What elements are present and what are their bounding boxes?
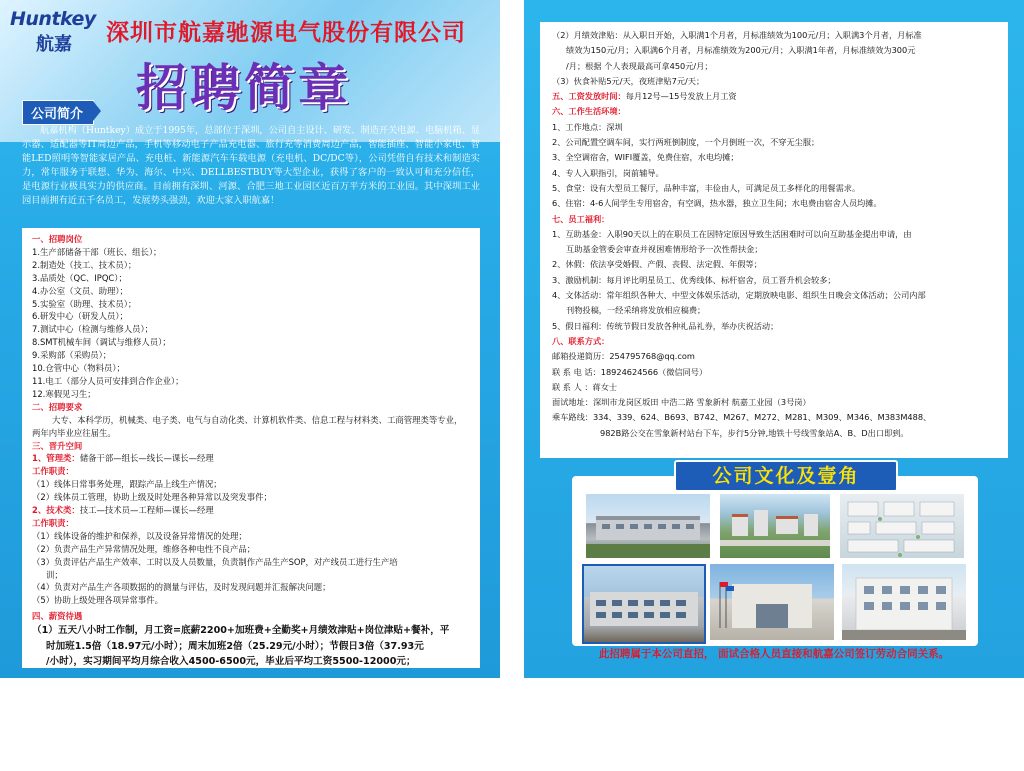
position-item: 10.仓管中心（物料员）； [32, 363, 125, 374]
duty-item: （3）负责评估产品生产效率、工时以及人员数量，负责制作产品生产SOP，对产线员工进行生产培 [32, 556, 398, 567]
position-item: 3.品质处（QC、IPQC）； [32, 272, 127, 283]
payday [552, 89, 996, 104]
company-intro [22, 124, 480, 208]
position-item: 12.寒假见习生； [32, 388, 96, 399]
duty-item: （1）线体日常事务处理，跟踪产品上线生产情况； [32, 479, 222, 490]
park-model-photo [840, 494, 964, 558]
company-logo-en: Huntkey [10, 8, 96, 30]
welfare-item: 5、假日福利：传统节假日发放各种礼品礼券，举办庆祝活动； [552, 320, 779, 331]
header-banner [0, 0, 500, 142]
dormitory-photo [842, 564, 966, 640]
bus-routes-cont: 982B路公交在雪象新村站台下车，步行5分钟,地铁十号线雪象站A、B、D出口即到。 [600, 427, 909, 438]
performance-line: /月；根据 个人表现最高可拿450元/月； [566, 60, 713, 71]
company-name: 深圳市航嘉驰源电气股份有限公司 [106, 19, 466, 46]
meal-subsidy: （3）伙食补贴5元/天，夜班津贴7元/天； [552, 75, 705, 86]
right-page [524, 0, 1024, 678]
contact-person: 联 系 人 ：蒋女士 [552, 381, 618, 392]
benefits-info-box [540, 22, 1008, 458]
plant-photo [582, 564, 706, 644]
environment-item: 3、全空调宿舍，WIFI覆盖，免费住宿，水电均摊； [552, 152, 739, 163]
environment-item: 4、专人入职指引，岗前辅导。 [552, 167, 664, 178]
environment-item: 5、食堂：设有大型员工餐厅，品种丰富，丰俭由人，可满足员工多样化的用餐需求。 [552, 182, 861, 193]
plant-building-icon [584, 566, 704, 642]
interview-address: 面试地址：深圳市龙岗区坂田 中浩二路 雪象新村 航嘉工业园（3号岗） [552, 397, 811, 408]
contact-title: 八、联系方式： [552, 335, 610, 346]
duty-item: （2）负责产品生产异常情况处理，维修各种电性不良产品； [32, 543, 256, 554]
promotion-title: 三、晋升空间 [32, 440, 83, 451]
environment-item: 2、公司配置空调车间，实行两班倒制度，一个月倒班一次，不穿无尘服； [552, 137, 820, 148]
campus-aerial-photo [720, 494, 830, 558]
duty-item: （5）协助上级处理各项异常事件。 [32, 595, 163, 606]
requirements-text: 大专、本科学历，机械类、电子类、电气与自动化类、计算机软件类、信息工程与材料类、工商管理类等专业，两年内毕业应往届生。 [32, 414, 463, 438]
environment-item: 6、住宿：4-6人间学生专用宿舍，有空调，热水器，独立卫生间；水电费由宿舍人员均摊。 [552, 198, 882, 209]
welfare-item: 4、文体活动：常年组织各种大、中型文体娱乐活动，定期放映电影、组织生日晚会文体活动；公司内部 [552, 290, 926, 301]
contact-email: 邮箱投递简历：254795768@qq.com [552, 351, 695, 362]
page-title: 招聘简章 [136, 59, 352, 117]
position-item: 7.测试中心（检测与维修人员）； [32, 324, 154, 335]
salary-line: /小时），实习期间平均月综合收入4500-6500元，毕业后平均工资5500-12000元； [46, 656, 416, 668]
management-track [32, 452, 470, 465]
position-item: 9.采购部（采购员）； [32, 350, 112, 361]
headquarters-photo [710, 564, 834, 640]
building-icon [586, 494, 710, 558]
position-item: 4.办公室（文员、助理）； [32, 285, 128, 296]
position-item: 5.实验室（助理、技术员）； [32, 298, 137, 309]
footer-note: 此招聘属于本公司直招， 面试合格人员直接和航嘉公司签订劳动合同关系。 [598, 648, 950, 660]
position-item: 11.电工（部分人员可安排到合作企业）； [32, 375, 184, 386]
welfare-item: 1、互助基金：入职90天以上的在职员工在因特定原因导致生活困难时可以向互助基金提出申请，由 [552, 228, 912, 239]
salary-title: 四、薪资待遇 [32, 611, 83, 622]
payday-label: 五、工资发放时间： [552, 91, 626, 102]
salary-line: （1）五天八小时工作制，月工资=底薪2200+加班费+全勤奖+月绩效津贴+岗位津贴+餐补，平 [32, 625, 450, 637]
management-path: 储备干部—组长—线长—课长—经理 [79, 453, 214, 464]
environment-title: 六、工作生活环境： [552, 106, 626, 117]
position-item: 6.研发中心（研发人员）； [32, 311, 128, 322]
headquarters-icon [710, 564, 834, 640]
bus-routes: 乘车路线：334、339、624、B693、B742、M267、M272、M281、M309、M346、M383M488、 [552, 412, 932, 423]
position-item: 8.SMT机械车间（调试与维修人员）； [32, 337, 171, 348]
performance-line: 绩效为150元/月；入职满6个月者，月标准绩效为200元/月；入职满1年者，月标准绩效为300元 [566, 45, 916, 56]
position-item: 2.制造处（技工、技术员）； [32, 259, 137, 270]
welfare-item: 刊物投稿，一经采纳将发放相应稿费； [566, 305, 706, 316]
payday-text: 每月12号—15号发放上月工资 [625, 91, 737, 102]
duty-item: （1）线体设备的维护和保养，以及设备异常情况的处理； [32, 530, 247, 541]
technical-track [32, 504, 470, 517]
management-duty-title: 工作职责： [32, 466, 74, 477]
positions-list [32, 246, 470, 401]
welfare-item: 2、休假：依法享受婚假、产假、丧假、法定假、年假等； [552, 259, 762, 270]
welfare-item: 互助基金管委会审查并视困难情形给予一次性帮扶金； [566, 244, 763, 255]
company-logo-cn: 航嘉 [36, 34, 72, 55]
left-page [0, 0, 500, 678]
technical-path: 技工—技术员—工程师—课长—经理 [79, 505, 214, 516]
dormitory-icon [842, 564, 966, 640]
technical-label: 2、技术类： [32, 505, 80, 516]
intro-text: 航嘉机构（Huntkey）成立于1995年，总部位于深圳，公司自主设计、研发、制造开关电源、电脑机箱、显示器、适配器等IT周边产品，手机等移动电子产品充电器、旅行充等消费周边产品，智能插座、智能小家电、智能LED照明等智能家居产品、充电桩、新能源汽车车载电源（充电机、DC/DC等），公司凭借自有技术和制造实力，常年服务于联想、华为、海尔、中兴、DELLBESTBUY等大型企业，获得了客户的一致认可和充分信任，是电源行业极具实力的供应商。目前拥有深圳、河源、合肥三地工业园区近百万平方米的工业园。其中深圳工业园目前拥有近五千名员工，发展势头强劲，欢迎大家入职航嘉！ [22, 125, 480, 206]
technical-duty-title: 工作职责： [32, 517, 74, 528]
requirements-title: 二、招聘要求 [32, 401, 83, 412]
welfare-item: 3、激励机制：每月评比明星员工、优秀线体、标杆宿舍，员工晋升机会较多； [552, 274, 836, 285]
intro-badge: 公司简介 [22, 100, 94, 125]
factory-photo [586, 494, 710, 558]
culture-photos [572, 476, 978, 646]
recruit-info-box [22, 228, 480, 668]
positions-title: 一、招聘岗位 [32, 234, 83, 244]
culture-title: 公司文化及壹角 [674, 460, 898, 492]
management-label: 1、管理类： [32, 453, 80, 464]
welfare-title: 七、员工福利： [552, 213, 610, 224]
duty-item: 训； [46, 569, 63, 580]
contact-phone: 联 系 电 话：18924624566（微信同号） [552, 366, 708, 377]
campus-icon [720, 494, 830, 558]
salary-line: 时加班1.5倍（18.97元/小时）；周末加班2倍（25.29元/小时）；节假日3倍（37.93元 [46, 640, 424, 652]
park-layout-icon [840, 494, 964, 558]
duty-item: （2）线体员工管理，协助上级及时处理各种异常以及突发事件； [32, 492, 272, 503]
position-item: 1.生产部储备干部（班长、组长）； [32, 246, 162, 257]
performance-line: （2）月绩效津贴：从入职日开始，入职满1个月者，月标准绩效为100元/月；入职满3个月者，月标准 [552, 30, 922, 40]
duty-item: （4）负责对产品生产各项数据的的测量与评估，及时发现问题并汇报解决问题； [32, 582, 331, 593]
environment-item: 1、工作地点：深圳 [552, 121, 623, 132]
